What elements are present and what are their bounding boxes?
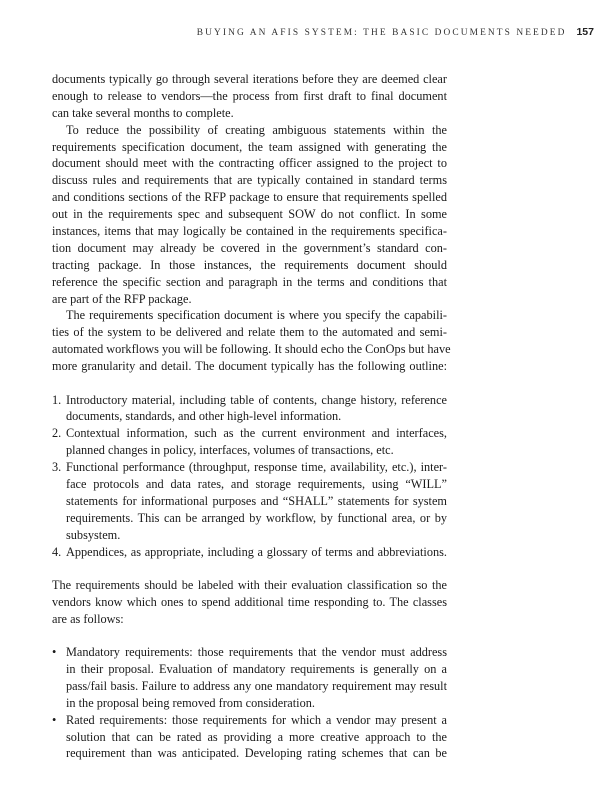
text-line: The requirements should be labeled with their evaluation classification so the — [52, 577, 447, 592]
text-line: can take several months to complete. — [52, 105, 234, 120]
text-line: planned changes in policy, interfaces, volumes of transactions, etc. — [66, 443, 394, 458]
list-marker: 1. — [52, 392, 62, 407]
text-line: documents, standards, and other high-level information. — [66, 409, 342, 424]
paragraph-continued — [52, 71, 447, 122]
text-line: and conditions sections of the RFP package to ensure that requirements spelled — [52, 190, 447, 205]
bullet-marker: • — [52, 712, 57, 727]
text-line: more granularity and detail. The document typically has the following outline: — [52, 359, 447, 374]
text-line: tion document may already be covered in the government’s standard con- — [52, 240, 447, 255]
text-line: instances, items that may logically be contained in the requirements specifica- — [52, 224, 447, 239]
text-line: Functional performance (throughput, response time, availability, etc.), inter- — [66, 460, 447, 475]
spacer — [52, 375, 447, 392]
text-line: subsystem. — [66, 527, 121, 542]
text-line: discuss rules and requirements that are typically contained in standard terms — [52, 173, 447, 188]
text-line: vendors know which ones to spend additional time responding to. The classes — [52, 594, 447, 609]
list-item — [52, 392, 447, 426]
list-item — [52, 544, 447, 561]
text-line: Contextual information, such as the current environment and interfaces, — [66, 426, 447, 441]
classes-list — [52, 644, 447, 762]
text-line: reference the specific section and paragraph in the terms and conditions that — [52, 274, 447, 289]
text-line: documents typically go through several iterations before they are deemed clear — [52, 72, 447, 86]
text-line: To reduce the possibility of creating ambiguous statements within the — [66, 122, 447, 137]
paragraph-spec-document — [52, 307, 451, 375]
list-item — [52, 459, 447, 543]
text-line: requirements specification document, the team assigned with generating the — [52, 139, 447, 154]
spacer — [52, 628, 447, 645]
text-line: Mandatory requirements: those requirements that the vendor must address — [66, 645, 447, 660]
text-line: are as follows: — [52, 611, 124, 626]
text-line: tracting package. In those instances, the requirements document should — [52, 257, 447, 272]
text-line: ties of the system to be delivered and relate them to the automated and semi- — [52, 325, 447, 340]
text-line: requirement than was anticipated. Developing rating schemes that can be — [66, 746, 447, 761]
outline-list — [52, 392, 447, 561]
text-line: statements for informational purposes and “SHALL” statements for system — [66, 493, 447, 508]
text-line: in their proposal. Evaluation of mandatory requirements is generally on a — [66, 662, 447, 676]
text-line: out in the requirements spec and subsequent SOW do not conflict. In some — [52, 207, 447, 222]
page-number: 157 — [576, 26, 594, 38]
text-line: solution that can be rated as providing a more creative approach to the — [66, 729, 447, 744]
list-marker: 2. — [52, 426, 62, 441]
list-marker: 4. — [52, 544, 62, 559]
text-line: The requirements specification document is where you specify the capabili- — [66, 308, 447, 323]
text-line: pass/fail basis. Failure to address any one mandatory requirement may result — [66, 678, 447, 693]
text-line: document should meet with the contracting officer assigned to the project to — [52, 156, 447, 171]
text-line: requirements. This can be arranged by workflow, by functional area, or by — [66, 510, 447, 525]
bullet-marker: • — [52, 645, 57, 660]
page-body — [52, 71, 451, 762]
text-line: are part of the RFP package. — [52, 291, 192, 306]
bullet-item — [52, 712, 447, 763]
text-line: enough to release to vendors—the process from first draft to final document — [52, 88, 447, 103]
list-item — [52, 425, 447, 459]
text-line: Rated requirements: those requirements for which a vendor may present a — [66, 712, 447, 727]
paragraph-team-meeting — [52, 122, 447, 308]
paragraph-evaluation-classes — [52, 577, 447, 628]
text-line: in the proposal being removed from consideration. — [66, 695, 315, 710]
running-title: BUYING AN AFIS SYSTEM: THE BASIC DOCUMENTS NEEDED — [196, 28, 567, 38]
bullet-item — [52, 644, 447, 712]
list-marker: 3. — [52, 460, 62, 475]
running-head — [197, 26, 594, 38]
text-line: face protocols and data rates, and storage requirements, using “WILL” — [66, 476, 447, 491]
spacer — [52, 560, 447, 577]
text-line: automated workflows you will be following. It should echo the ConOps but have — [52, 342, 451, 357]
text-line: Introductory material, including table of contents, change history, reference — [66, 392, 447, 407]
text-line: Appendices, as appropriate, including a glossary of terms and abbreviations. — [66, 544, 447, 559]
